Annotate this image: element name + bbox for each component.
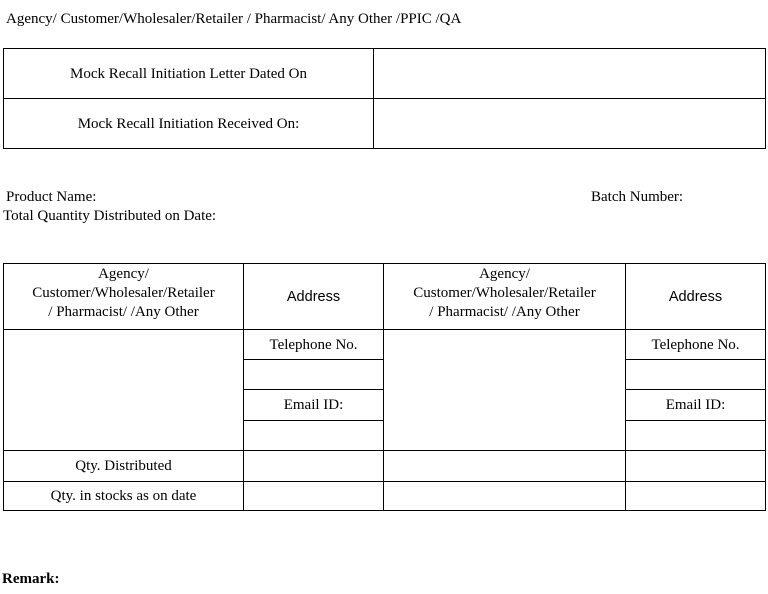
batch-number-label: Batch Number: [591,189,684,205]
col3-header-line3: / Pharmacist/ /Any Other [429,304,580,320]
col1-header-line3: / Pharmacist/ /Any Other [48,304,199,320]
col3-header-line1: Agency/ [479,266,530,282]
qty-distributed-field-col3[interactable] [384,451,625,481]
col2-header-address: Address [286,288,341,305]
qty-in-stock-field-col3[interactable] [384,482,625,510]
agency-name-field-left[interactable] [4,330,243,450]
qty-in-stock-field-col4[interactable] [626,482,765,510]
qty-distributed-label: Qty. Distributed [75,458,172,474]
email-field-left[interactable] [244,421,383,450]
telephone-label-left: Telephone No. [269,336,358,353]
qty-distributed-field-col2[interactable] [244,451,383,481]
remark-label: Remark: [2,571,60,587]
qty-in-stock-field-col2[interactable] [244,482,383,510]
product-name-label: Product Name: [6,189,97,205]
col1-header-line2: Customer/Wholesaler/Retailer [32,285,215,301]
initiation-letter-dated-field[interactable] [374,49,765,98]
telephone-field-right[interactable] [626,360,765,389]
col3-header-line2: Customer/Wholesaler/Retailer [413,285,596,301]
col1-header [4,265,243,322]
initiation-letter-dated-label: Mock Recall Initiation Letter Dated On [69,65,307,82]
col1-header-line1: Agency/ [98,266,149,282]
initiation-received-label: Mock Recall Initiation Received On: [77,115,300,132]
qty-distributed-field-col4[interactable] [626,451,765,481]
col4-header-address: Address [668,288,723,305]
email-label-left: Email ID: [283,397,344,413]
col3-header [384,265,625,322]
initiation-received-field[interactable] [374,99,765,148]
qty-in-stock-label: Qty. in stocks as on date [50,488,197,504]
email-label-right: Email ID: [665,397,726,413]
email-field-right[interactable] [626,421,765,450]
telephone-label-right: Telephone No. [651,336,740,353]
agency-name-field-right[interactable] [384,330,625,450]
form-header-title: Agency/ Customer/Wholesaler/Retailer / Pharmacist/ Any Other /PPIC /QA [6,11,462,27]
total-qty-distributed-label: Total Quantity Distributed on Date: [3,208,217,224]
telephone-field-left[interactable] [244,360,383,389]
